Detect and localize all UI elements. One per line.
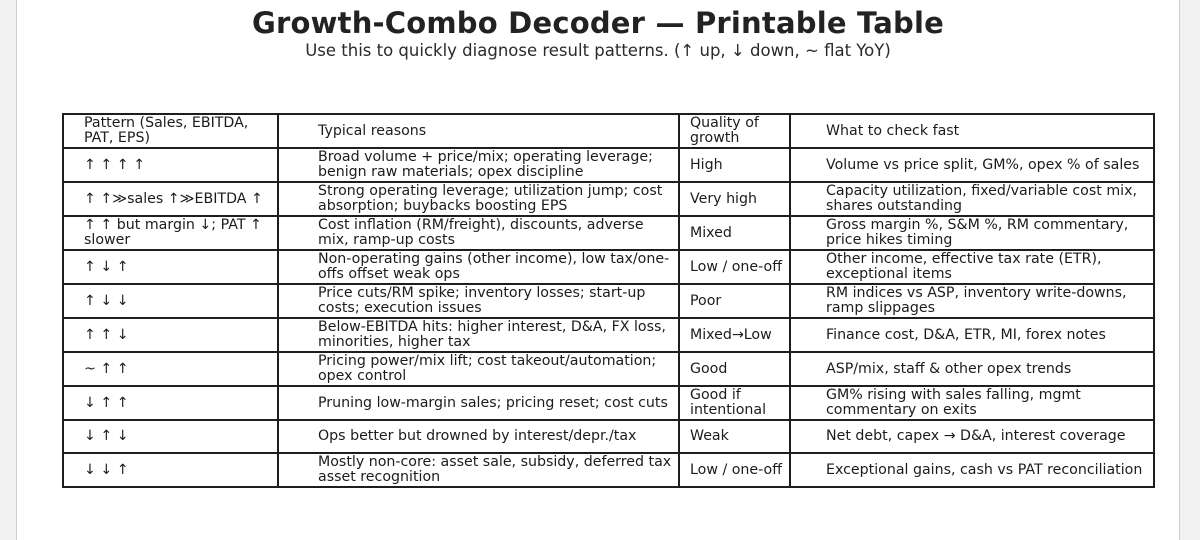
reasons-cell: Cost inflation (RM/freight), discounts, adverse mix, ramp-up costs <box>278 216 679 250</box>
column-header-pattern: Pattern (Sales, EBITDA, PAT, EPS) <box>63 114 278 148</box>
reasons-cell: Strong operating leverage; utilization jump; cost absorption; buybacks boosting EPS <box>278 182 679 216</box>
check-cell: Finance cost, D&A, ETR, MI, forex notes <box>790 318 1154 352</box>
page-title: Growth-Combo Decoder — Printable Table <box>252 6 944 40</box>
table-row <box>63 318 1154 352</box>
check-cell: GM% rising with sales falling, mgmt commentary on exits <box>790 386 1154 420</box>
table-row <box>63 182 1154 216</box>
quality-cell: Low / one-off <box>679 250 790 284</box>
table-row <box>63 216 1154 250</box>
quality-cell: Poor <box>679 284 790 318</box>
table-row <box>63 352 1154 386</box>
quality-cell: Good <box>679 352 790 386</box>
quality-cell: Mixed→Low <box>679 318 790 352</box>
reasons-cell: Ops better but drowned by interest/depr./tax <box>278 420 679 453</box>
pattern-cell: ↑ ↑ ↑ ↑ <box>63 148 278 182</box>
reasons-cell: Broad volume + price/mix; operating leverage; benign raw materials; opex discipline <box>278 148 679 182</box>
table-row <box>63 453 1154 487</box>
check-cell: Volume vs price split, GM%, opex % of sales <box>790 148 1154 182</box>
document-page <box>16 0 1180 540</box>
pattern-cell: ↑ ↑ ↓ <box>63 318 278 352</box>
check-cell: Gross margin %, S&M %, RM commentary, price hikes timing <box>790 216 1154 250</box>
page-subtitle: Use this to quickly diagnose result patterns. (↑ up, ↓ down, ~ flat YoY) <box>305 41 891 60</box>
quality-cell: High <box>679 148 790 182</box>
check-cell: Exceptional gains, cash vs PAT reconciliation <box>790 453 1154 487</box>
table-row <box>63 148 1154 182</box>
column-header-reasons: Typical reasons <box>278 114 679 148</box>
check-cell: RM indices vs ASP, inventory write-downs, ramp slippages <box>790 284 1154 318</box>
reasons-cell: Mostly non-core: asset sale, subsidy, deferred tax asset recognition <box>278 453 679 487</box>
pattern-cell: ↑ ↑ but margin ↓; PAT ↑ slower <box>63 216 278 250</box>
quality-cell: Mixed <box>679 216 790 250</box>
column-header-check: What to check fast <box>790 114 1154 148</box>
check-cell: ASP/mix, staff & other opex trends <box>790 352 1154 386</box>
pattern-cell: ↓ ↑ ↓ <box>63 420 278 453</box>
reasons-cell: Below-EBITDA hits: higher interest, D&A, FX loss, minorities, higher tax <box>278 318 679 352</box>
table-row <box>63 420 1154 453</box>
quality-cell: Very high <box>679 182 790 216</box>
pattern-cell: ↑ ↓ ↓ <box>63 284 278 318</box>
pattern-cell: ↑ ↓ ↑ <box>63 250 278 284</box>
quality-cell: Low / one-off <box>679 453 790 487</box>
pattern-cell: ↓ ↑ ↑ <box>63 386 278 420</box>
quality-cell: Good if intentional <box>679 386 790 420</box>
pattern-cell: ~ ↑ ↑ <box>63 352 278 386</box>
table-row <box>63 386 1154 420</box>
reasons-cell: Pruning low-margin sales; pricing reset; cost cuts <box>278 386 679 420</box>
check-cell: Capacity utilization, fixed/variable cost mix, shares outstanding <box>790 182 1154 216</box>
table-row <box>63 250 1154 284</box>
quality-cell: Weak <box>679 420 790 453</box>
reasons-cell: Non-operating gains (other income), low tax/one-offs offset weak ops <box>278 250 679 284</box>
pattern-cell: ↑ ↑≫sales ↑≫EBITDA ↑ <box>63 182 278 216</box>
table-header-row <box>63 114 1154 148</box>
check-cell: Net debt, capex → D&A, interest coverage <box>790 420 1154 453</box>
reasons-cell: Price cuts/RM spike; inventory losses; start-up costs; execution issues <box>278 284 679 318</box>
pattern-cell: ↓ ↓ ↑ <box>63 453 278 487</box>
table-row <box>63 284 1154 318</box>
column-header-quality: Quality of growth <box>679 114 790 148</box>
reasons-cell: Pricing power/mix lift; cost takeout/automation; opex control <box>278 352 679 386</box>
check-cell: Other income, effective tax rate (ETR), exceptional items <box>790 250 1154 284</box>
decoder-table <box>62 113 1155 488</box>
